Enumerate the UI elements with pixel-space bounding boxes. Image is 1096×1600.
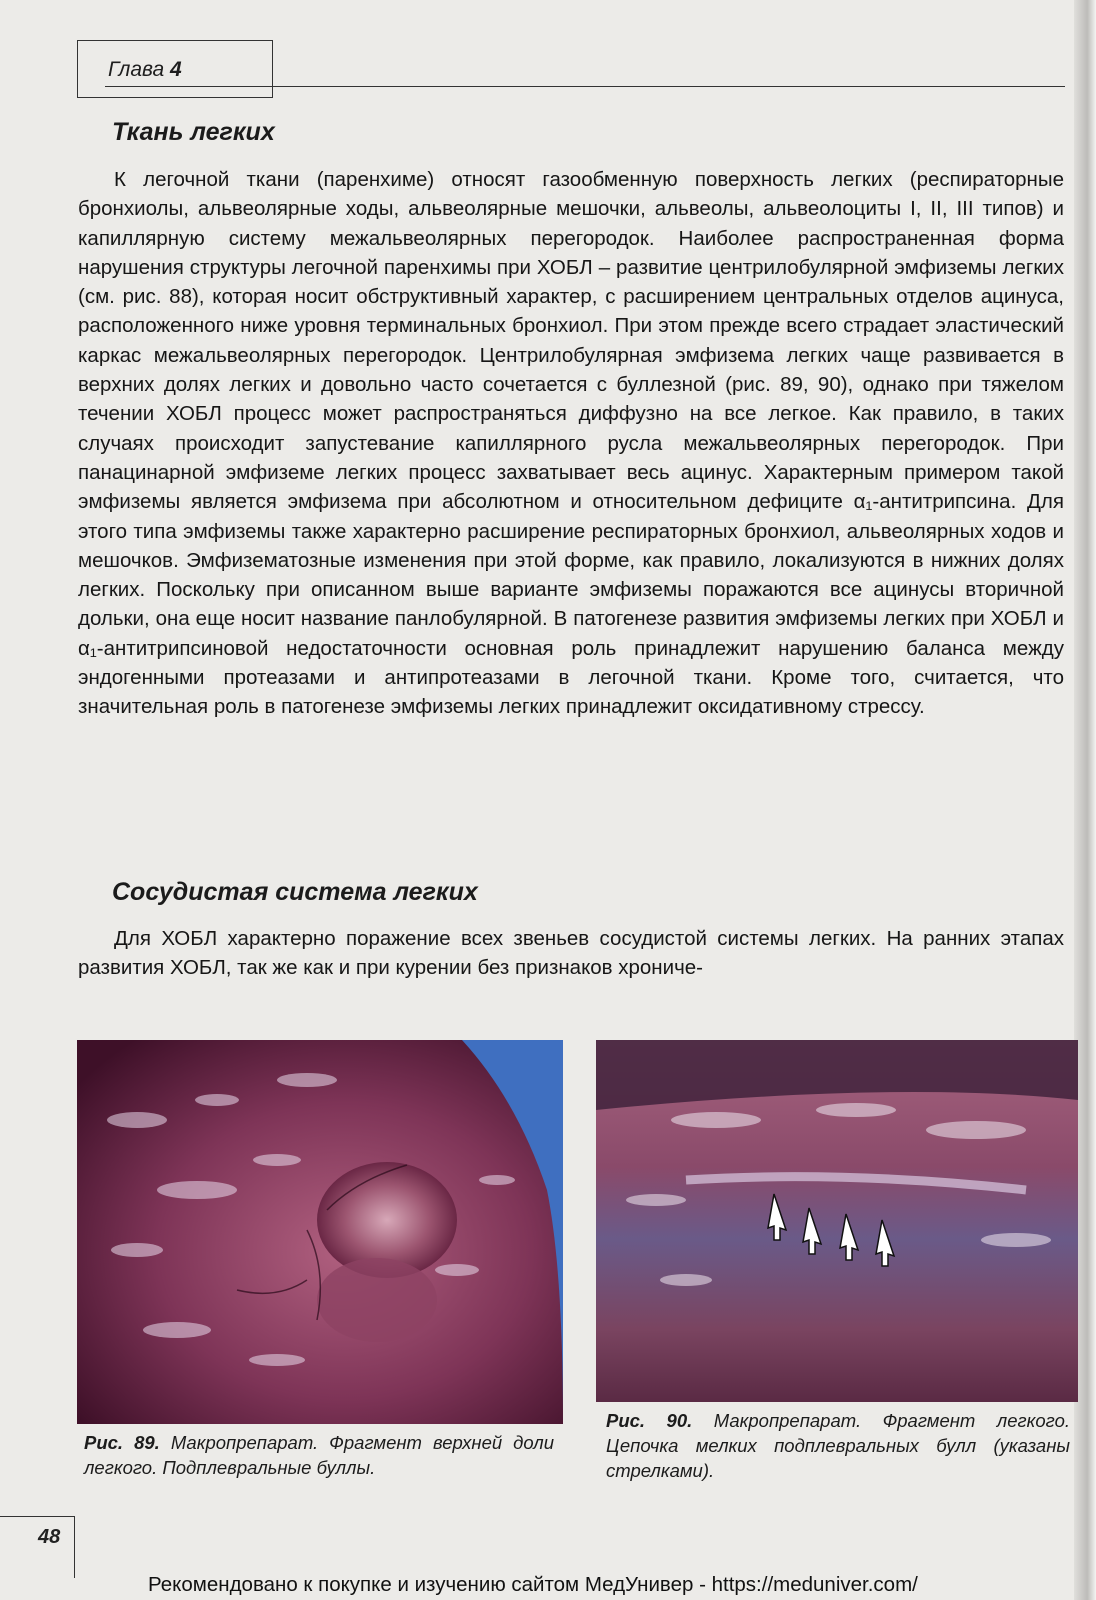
paragraph-vascular-system: Для ХОБЛ характерно поражение всех звеньев сосудистой системы легких. На ранних этапах развития ХОБЛ, так же как и при курении без признаков хрониче- <box>78 927 1064 980</box>
paragraph-lung-tissue: К легочной ткани (паренхиме) относят газообменную поверхность легких (респираторные бронхиолы, альвеолярные ходы, альвеолярные мешочки, альвеолы, альвеолоциты I, II, III типов) и капиллярную систему межальвеолярных перегородок. Наиболее распространенная форма нарушения структуры легочной паренхимы при ХОБЛ – развитие центрилобулярной эмфиземы легких (см. рис. 88), которая носит обструктивный характер, с расширением центральных отделов ацинуса, расположенного ниже уровня терминальных бронхиол. При этом прежде всего страдает эластический каркас межальвеолярных перегородок. Центрилобулярная эмфизема легких чаще развивается в верхних долях легких и довольно часто сочетается с буллезной (рис. 89, 90), однако при тяжелом течении ХОБЛ процесс может распространяться диффузно на все легкое. Как правило, в таких случаях происходит запустевание капиллярного русла межальвеолярных перегородок. При панацинарной эмфиземе легких процесс захватывает весь ацинус. Характерным примером такой эмфиземы является эмфизема при абсолютном и относительном дефиците α₁-антитрипсина. Для этого типа эмфиземы также характерно расширение респираторных бронхиол, альвеолярных ходов и мешочков. Эмфизематозные изменения при этой форме, как правило, локализуются в нижних долях легких. Поскольку при описанном выше варианте эмфиземы поражаются все ацинусы вторичной дольки, она еще носит название панлобулярной. В патогенезе развития эмфиземы легких при ХОБЛ и α₁-антитрипсиновой недостаточности основная роль принадлежит нарушению баланса между эндогенными протеазами и антипротеазами в легочной ткани. Кроме того, считается, что значительная роль в патогенезе эмфиземы легких принадлежит оксидативному стрессу. <box>78 168 1065 719</box>
figure-89-photo <box>77 1040 563 1424</box>
chapter-number: 4 <box>170 58 182 81</box>
figure-89-text: Макропрепарат. Фрагмент верхней доли легкого. Подплевральные буллы. <box>84 1432 555 1478</box>
header-rule <box>105 86 1065 87</box>
footer-watermark: Рекомендовано к покупке и изучению сайтом МедУнивер - https://meduniver.com/ <box>148 1573 918 1596</box>
figure-89-number: Рис. 89. <box>84 1432 160 1453</box>
section-title-vascular-system: Сосудистая система легких <box>112 878 478 906</box>
figure-90-number: Рис. 90. <box>606 1410 693 1431</box>
chapter-label <box>108 58 182 82</box>
page-number: 48 <box>38 1526 61 1548</box>
section-title-lung-tissue: Ткань легких <box>112 118 275 146</box>
figure-90-text: Макропрепарат. Фрагмент легкого. Цепочка мелких подплевральных булл (указаны стрелками). <box>606 1410 1071 1481</box>
figure-90-photo <box>596 1040 1078 1402</box>
figure-90-caption <box>606 1408 1070 1483</box>
chapter-word: Глава <box>108 58 165 81</box>
figure-89-caption <box>84 1430 554 1480</box>
